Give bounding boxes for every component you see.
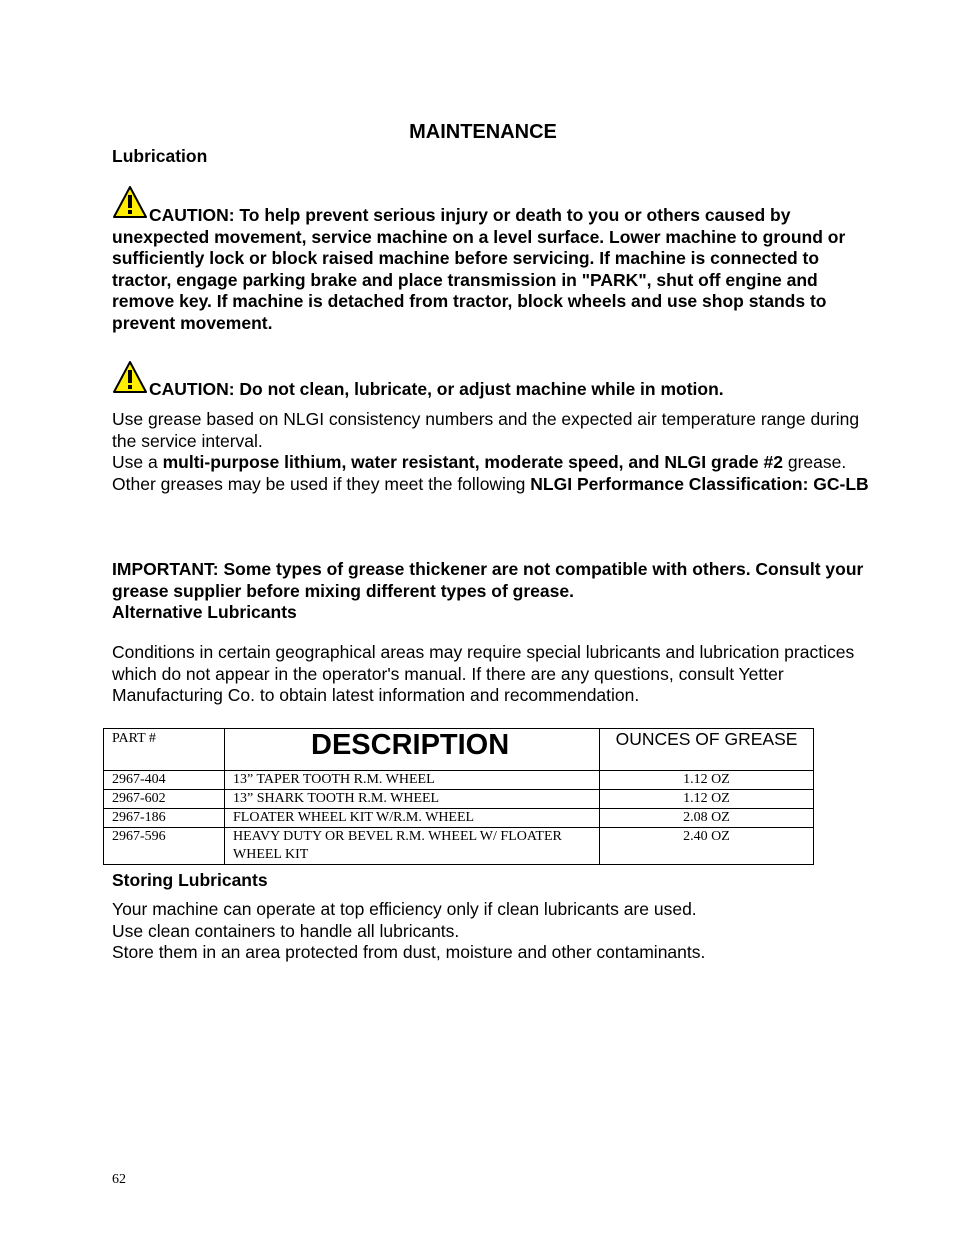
cell-description: 13” TAPER TOOTH R.M. WHEEL (225, 771, 600, 790)
cell-ounces: 1.12 OZ (600, 771, 814, 790)
table-row (104, 809, 814, 828)
storing-text (112, 899, 872, 964)
alternative-lubricants-heading: Alternative Lubricants (112, 602, 297, 622)
caution-1-label: CAUTION: (149, 205, 235, 225)
cell-part: 2967-602 (104, 790, 225, 809)
cell-description: 13” SHARK TOOTH R.M. WHEEL (225, 790, 600, 809)
alternative-lubricants-text: Conditions in certain geographical areas may require special lubricants and lubrication practices which do not appear in the operator's manual. If there are any questions, consult Yetter Manufacturing Co. to obtain latest information and recommendation. (112, 642, 855, 705)
caution-1 (112, 205, 862, 334)
cell-ounces: 2.40 OZ (600, 828, 814, 865)
cell-description: FLOATER WHEEL KIT W/R.M. WHEEL (225, 809, 600, 828)
cell-part: 2967-596 (104, 828, 225, 865)
page-title: MAINTENANCE (409, 121, 557, 143)
grease-line-2: Use a multi-purpose lithium, water resistant, moderate speed, and NLGI grade #2 grease. (112, 452, 847, 472)
storing-line: Store them in an area protected from dust, moisture and other contaminants. (112, 942, 706, 962)
grease-instructions (112, 409, 872, 495)
storing-line: Use clean containers to handle all lubricants. (112, 920, 460, 941)
header-part: PART # (104, 729, 225, 771)
header-ounces: OUNCES OF GREASE (600, 729, 814, 771)
lubrication-heading: Lubrication (112, 146, 208, 166)
table-row (104, 771, 814, 790)
grease-parts-table (103, 728, 814, 865)
storing-line: Your machine can operate at top efficiency only if clean lubricants are used. (112, 899, 697, 919)
grease-line-3: Other greases may be used if they meet the following NLGI Performance Classification: GC-LB (112, 473, 869, 494)
caution-2 (112, 379, 862, 401)
cell-ounces: 1.12 OZ (600, 790, 814, 809)
cell-part: 2967-186 (104, 809, 225, 828)
cell-description: HEAVY DUTY OR BEVEL R.M. WHEEL W/ FLOATER WHEEL KIT (225, 828, 600, 865)
cell-part: 2967-404 (104, 771, 225, 790)
caution-1-text: To help prevent serious injury or death to you or others caused by unexpected movement, service machine on a level surface. Lower machine to ground or sufficiently lock or block raised machine before servicing. If machine is connected to tractor, engage parking brake and place transmission in "PARK", shut off engine and remove key. If machine is detached from tractor, block wheels and use shop stands to prevent movement. (112, 205, 846, 333)
storing-heading: Storing Lubricants (112, 870, 268, 890)
caution-2-text: Do not clean, lubricate, or adjust machine while in motion. (234, 379, 724, 399)
table-row (104, 828, 814, 865)
header-description: DESCRIPTION (225, 729, 600, 771)
table-row (104, 790, 814, 809)
important-notice: IMPORTANT: Some types of grease thickener are not compatible with others. Consult your grease supplier before mixing different types of grease. (112, 559, 864, 601)
page-number: 62 (112, 1172, 126, 1187)
grease-line-1: Use grease based on NLGI consistency numbers and the expected air temperature range during the service interval. (112, 409, 860, 451)
cell-ounces: 2.08 OZ (600, 809, 814, 828)
caution-2-label: CAUTION: (149, 379, 235, 399)
table-header-row (104, 729, 814, 771)
